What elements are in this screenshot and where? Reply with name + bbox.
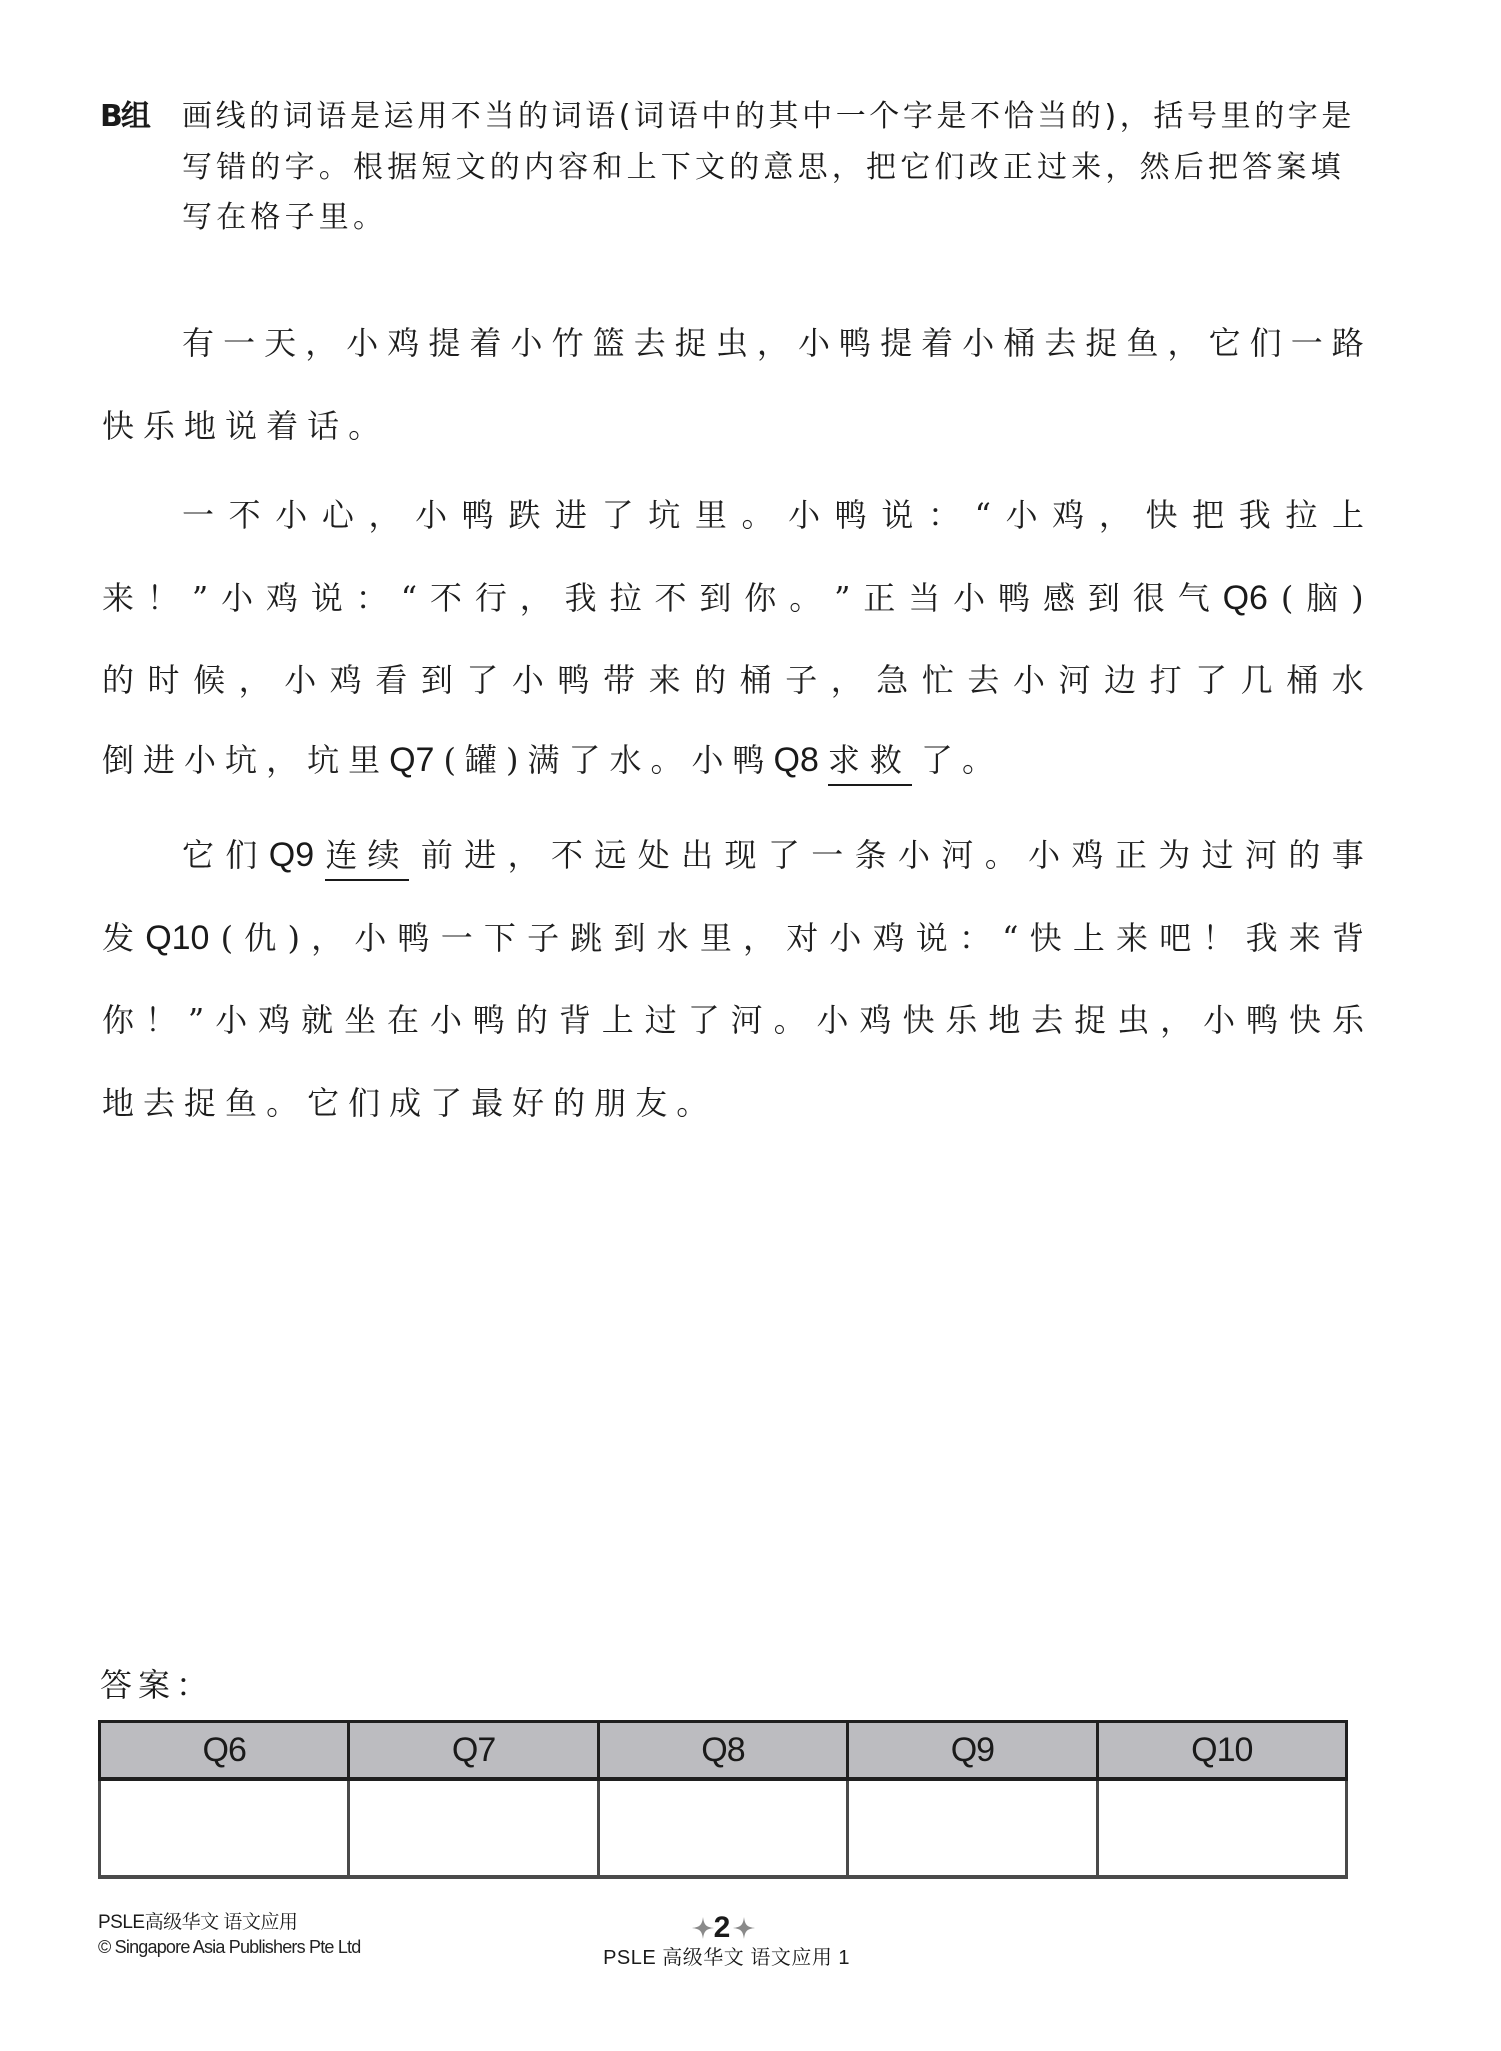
passage-line <box>182 833 1364 881</box>
passage-char: 我 <box>1238 496 1271 534</box>
passage-char: 的 <box>515 1001 548 1039</box>
passage-char: 候 <box>193 661 226 699</box>
passage-char: 进 <box>464 836 497 874</box>
star-icon <box>733 1917 755 1939</box>
passage-char: 边 <box>1104 661 1137 699</box>
passage-char: 河 <box>1058 661 1091 699</box>
passage-char: 拉 <box>1285 496 1318 534</box>
passage-char: 篮 <box>592 324 625 362</box>
passage-char: 发 <box>102 919 135 957</box>
answer-header-q6: Q6 <box>100 1722 349 1780</box>
passage-char: 。 <box>984 836 1017 874</box>
passage-line <box>102 658 1364 702</box>
passage-char: 时 <box>147 661 180 699</box>
passage-char: 进 <box>143 741 176 779</box>
question-label: Q6 <box>1222 579 1268 617</box>
passage-char: 吧 <box>1159 919 1192 957</box>
underlined-word: 求救 <box>828 738 912 786</box>
passage-char: 里 <box>699 919 732 957</box>
passage-char: 鸡 <box>859 1001 892 1039</box>
passage-char: 上 <box>1072 919 1105 957</box>
answer-cell-q8[interactable] <box>598 1779 847 1877</box>
passage-line <box>102 1081 717 1125</box>
passage-char: 捉 <box>1085 324 1118 362</box>
passage-char: 了 <box>601 496 634 534</box>
passage-char: 成 <box>389 1084 422 1122</box>
passage-line <box>102 916 1364 960</box>
passage-char: 友 <box>635 1084 668 1122</box>
passage-char: 小 <box>429 1001 462 1039</box>
passage-char: 罐 <box>464 741 497 779</box>
passage-char: 当 <box>908 579 941 617</box>
footer-copyright: © Singapore Asia Publishers Pte Ltd <box>98 1937 361 1957</box>
passage-char: 桶 <box>1003 324 1036 362</box>
passage-char: 桶 <box>739 661 772 699</box>
passage-char: 了 <box>430 1084 463 1122</box>
answer-header-q10: Q10 <box>1097 1722 1346 1780</box>
passage-char: 朋 <box>594 1084 627 1122</box>
passage-char: 上 <box>1331 496 1364 534</box>
passage-char: 小 <box>829 919 862 957</box>
passage-char: 鸡 <box>258 1001 291 1039</box>
passage-char: 了 <box>568 741 601 779</box>
passage-char: 。 <box>650 741 683 779</box>
passage-char: 拉 <box>609 579 642 617</box>
passage-char: 水 <box>1331 661 1364 699</box>
passage-char: 。 <box>676 1084 709 1122</box>
passage-char: 有 <box>182 324 215 362</box>
passage-char: 到 <box>1087 579 1120 617</box>
passage-char: 来 <box>1116 919 1149 957</box>
passage-char: 着 <box>921 324 954 362</box>
passage-char: 来 <box>1288 919 1321 957</box>
passage-char: 乐 <box>1331 1001 1364 1039</box>
section-label: B组 <box>100 99 149 134</box>
passage-char: 们 <box>225 836 258 874</box>
passage-char: 我 <box>564 579 597 617</box>
passage-char: ， <box>238 661 271 699</box>
passage-char: 。 <box>741 496 774 534</box>
passage-char: 子 <box>785 661 818 699</box>
passage-char: 河 <box>941 836 974 874</box>
passage-char: 地 <box>102 1084 135 1122</box>
passage-char: 它 <box>1208 324 1241 362</box>
passage-char: ” <box>191 579 209 617</box>
passage-char: 鸭 <box>1246 1001 1279 1039</box>
passage-char: 小 <box>275 496 308 534</box>
passage-char: ， <box>311 919 344 957</box>
passage-char: 不 <box>228 496 261 534</box>
passage-char: 就 <box>301 1001 334 1039</box>
passage-char: ， <box>830 661 863 699</box>
passage-char: 气 <box>1177 579 1210 617</box>
passage-char: 小 <box>1203 1001 1236 1039</box>
passage-char: 前 <box>420 836 453 874</box>
passage-char: 小 <box>962 324 995 362</box>
passage-char: 去 <box>1031 1001 1064 1039</box>
passage-char: 地 <box>184 407 217 445</box>
passage-char: 的 <box>694 661 727 699</box>
passage-char: 虫 <box>1117 1001 1150 1039</box>
passage-char: 。 <box>773 1001 806 1039</box>
passage-char: 提 <box>880 324 913 362</box>
passage-char: 在 <box>387 1001 420 1039</box>
passage-line <box>102 998 1364 1042</box>
passage-line <box>182 321 1364 365</box>
passage-char: 它 <box>307 1084 340 1122</box>
answer-cell-q7[interactable] <box>349 1779 598 1877</box>
passage-char: 虫 <box>715 324 748 362</box>
page-number: 2 <box>713 1911 731 1944</box>
passage-char: 它 <box>182 836 215 874</box>
passage-char: 了 <box>1195 661 1228 699</box>
passage-char: 我 <box>1245 919 1278 957</box>
answer-cell-q10[interactable] <box>1097 1779 1346 1877</box>
passage-char: 不 <box>654 579 687 617</box>
passage-char: 小 <box>184 741 217 779</box>
instruction-line-1: 画线的词语是运用不当的词语(词语中的其中一个字是不恰当的)，括号里的字是 <box>182 99 1356 134</box>
passage-char: 。 <box>961 741 994 779</box>
passage-char: 背 <box>1331 919 1364 957</box>
passage-char: 到 <box>420 661 453 699</box>
passage-char: 河 <box>730 1001 763 1039</box>
passage-char: 。 <box>266 1084 299 1122</box>
passage-char: 打 <box>1149 661 1182 699</box>
passage-char: 河 <box>1244 836 1277 874</box>
passage-char: 子 <box>527 919 560 957</box>
passage-char: “ <box>1002 919 1019 957</box>
passage-char: 感 <box>1042 579 1075 617</box>
passage-char: 很 <box>1132 579 1165 617</box>
passage-char: “ <box>400 579 418 617</box>
passage-char: 捉 <box>674 324 707 362</box>
passage-char: 说 <box>225 407 258 445</box>
answer-header-q8: Q8 <box>598 1722 847 1780</box>
passage-char: 脑 <box>1306 579 1339 617</box>
passage-char: 说 <box>915 919 948 957</box>
passage-char: 一 <box>440 919 473 957</box>
passage-char: 小 <box>691 741 724 779</box>
passage-char: 鱼 <box>225 1084 258 1122</box>
passage-char: ， <box>1167 324 1200 362</box>
passage-char: 进 <box>555 496 588 534</box>
passage-char: 的 <box>1288 836 1321 874</box>
passage-char: 小 <box>510 324 543 362</box>
passage-char: ！ <box>144 1001 177 1039</box>
passage-char: 坑 <box>648 496 681 534</box>
passage-char: 鸭 <box>472 1001 505 1039</box>
passage-char: ) <box>1351 579 1364 617</box>
passage-char: ” <box>187 1001 205 1039</box>
footer-series-title: PSLE 高级华文 语文应用 1 <box>603 1947 850 1969</box>
passage-char: ： <box>355 579 388 617</box>
passage-char: ， <box>743 919 776 957</box>
passage-char: 最 <box>471 1084 504 1122</box>
passage-char: 倒 <box>102 741 135 779</box>
passage-char: 快 <box>102 407 135 445</box>
passage-char: 一 <box>223 324 256 362</box>
passage-char: 去 <box>1044 324 1077 362</box>
answer-cell-q6[interactable] <box>100 1779 349 1877</box>
passage-char: 好 <box>512 1084 545 1122</box>
passage-char: 小 <box>284 661 317 699</box>
instruction-line-2: 写错的字。根据短文的内容和上下文的意思，把它们改正过来，然后把答案填 <box>182 150 1345 185</box>
passage-char: 你 <box>102 1001 135 1039</box>
passage-char: 小 <box>215 1001 248 1039</box>
passage-char: 现 <box>724 836 757 874</box>
passage-char: 去 <box>143 1084 176 1122</box>
passage-char: 小 <box>816 1001 849 1039</box>
passage-char: 上 <box>601 1001 634 1039</box>
passage-char: 小 <box>346 324 379 362</box>
answer-input-row <box>100 1779 1347 1877</box>
passage-char: 小 <box>953 579 986 617</box>
passage-char: 。 <box>348 407 381 445</box>
passage-char: ， <box>507 836 540 874</box>
passage-char: 快 <box>902 1001 935 1039</box>
passage-char: 远 <box>594 836 627 874</box>
passage-char: 跳 <box>570 919 603 957</box>
passage-char: ， <box>756 324 789 362</box>
question-label: Q9 <box>268 836 315 874</box>
passage-char: 一 <box>1290 324 1323 362</box>
passage-char: 正 <box>1114 836 1147 874</box>
passage-char: 鸡 <box>1052 496 1085 534</box>
passage-char: 捉 <box>184 1084 217 1122</box>
passage-char: 看 <box>375 661 408 699</box>
passage-char: 鸡 <box>1071 836 1104 874</box>
passage-char: 过 <box>644 1001 677 1039</box>
passage-char: 快 <box>1145 496 1178 534</box>
passage-char: ， <box>1098 496 1131 534</box>
underlined-word: 连续 <box>325 833 409 881</box>
passage-char: ” <box>834 579 851 617</box>
passage-char: 几 <box>1240 661 1273 699</box>
passage-char: 们 <box>1249 324 1282 362</box>
passage-char: 小 <box>797 324 830 362</box>
footer-book-title: PSLE高级华文 语文应用 <box>98 1912 298 1933</box>
instruction-line-3: 写在格子里。 <box>182 200 388 235</box>
passage-char: 事 <box>1331 836 1364 874</box>
passage-char: ， <box>368 496 401 534</box>
passage-char: ( <box>1280 579 1294 617</box>
passage-char: 鸭 <box>557 661 590 699</box>
passage-char: 天 <box>264 324 297 362</box>
passage-char: 的 <box>102 661 135 699</box>
passage-char: 鸡 <box>387 324 420 362</box>
passage-char: 坑 <box>307 741 340 779</box>
passage-char: ！ <box>146 579 179 617</box>
passage-char: 鱼 <box>1126 324 1159 362</box>
passage-char: 出 <box>681 836 714 874</box>
passage-char: 来 <box>648 661 681 699</box>
passage-char: 路 <box>1331 324 1364 362</box>
passage-char: 到 <box>613 919 646 957</box>
passage-char: 鸡 <box>872 919 905 957</box>
passage-char: 乐 <box>945 1001 978 1039</box>
passage-char: 们 <box>348 1084 381 1122</box>
passage-char: 心 <box>321 496 354 534</box>
passage-line <box>102 576 1364 620</box>
passage-char: 里 <box>694 496 727 534</box>
passage-char: 忙 <box>921 661 954 699</box>
passage-char: 鸭 <box>998 579 1031 617</box>
passage-char: 为 <box>1158 836 1191 874</box>
passage-char: 竹 <box>551 324 584 362</box>
passage-char: 鸭 <box>834 496 867 534</box>
passage-char: ， <box>519 579 552 617</box>
passage-char: 小 <box>415 496 448 534</box>
passage-char: 来 <box>102 579 135 617</box>
passage-char: ， <box>266 741 299 779</box>
passage-char: 乐 <box>143 407 176 445</box>
passage-char: ： <box>958 919 991 957</box>
question-label: Q8 <box>773 741 819 779</box>
passage-char: 鸡 <box>265 579 298 617</box>
answers-label: 答案： <box>100 1666 215 1704</box>
passage-char: ) <box>287 919 300 957</box>
passage-char: 一 <box>182 496 215 534</box>
passage-char: 仇 <box>244 919 277 957</box>
passage-char: 小 <box>221 579 254 617</box>
question-label: Q10 <box>145 919 210 957</box>
passage-char: 把 <box>1192 496 1225 534</box>
passage-char: 小 <box>354 919 387 957</box>
answer-table <box>98 1720 1348 1879</box>
passage-char: 捉 <box>1074 1001 1107 1039</box>
passage-char: 水 <box>609 741 642 779</box>
passage-char: 条 <box>854 836 887 874</box>
passage-char: 跌 <box>508 496 541 534</box>
passage-char: 坐 <box>344 1001 377 1039</box>
passage-char: 坑 <box>225 741 258 779</box>
passage-char: 说 <box>881 496 914 534</box>
passage-char: 小 <box>897 836 930 874</box>
passage-char: 快 <box>1289 1001 1322 1039</box>
passage-char: 提 <box>428 324 461 362</box>
passage-char: ： <box>928 496 961 534</box>
passage-char: 小 <box>511 661 544 699</box>
passage-char: ) <box>505 741 519 779</box>
passage-char: 不 <box>429 579 462 617</box>
passage-char: 背 <box>558 1001 591 1039</box>
passage-char: 桶 <box>1286 661 1319 699</box>
passage-char: 去 <box>633 324 666 362</box>
passage-char: 了 <box>920 741 953 779</box>
passage-line <box>182 493 1364 537</box>
passage-char: 小 <box>788 496 821 534</box>
passage-char: 了 <box>466 661 499 699</box>
answer-header-q9: Q9 <box>848 1722 1097 1780</box>
passage-char: 了 <box>767 836 800 874</box>
passage-line <box>102 738 1003 786</box>
passage-char: 说 <box>310 579 343 617</box>
passage-char: 里 <box>348 741 381 779</box>
passage-char: 水 <box>656 919 689 957</box>
passage-char: 满 <box>527 741 560 779</box>
passage-char: 小 <box>1028 836 1061 874</box>
passage-char: 正 <box>863 579 896 617</box>
passage-char: ！ <box>1202 919 1235 957</box>
passage-char: 鸭 <box>732 741 765 779</box>
passage-char: 处 <box>637 836 670 874</box>
passage-char: 下 <box>483 919 516 957</box>
passage-char: ， <box>305 324 338 362</box>
passage-char: 到 <box>699 579 732 617</box>
passage-char: 对 <box>786 919 819 957</box>
passage-char: 一 <box>811 836 844 874</box>
passage-char: 不 <box>550 836 583 874</box>
passage-char: 小 <box>1012 661 1045 699</box>
answer-header-q7: Q7 <box>349 1722 598 1780</box>
passage-char: 鸡 <box>329 661 362 699</box>
passage-char: 去 <box>967 661 1000 699</box>
passage-char: 带 <box>603 661 636 699</box>
answer-table-header-row <box>100 1722 1347 1780</box>
passage-char: 小 <box>1005 496 1038 534</box>
passage-char: 过 <box>1201 836 1234 874</box>
passage-char: 的 <box>553 1084 586 1122</box>
passage-char: 着 <box>266 407 299 445</box>
passage-char: ， <box>1160 1001 1193 1039</box>
passage-char: ( <box>220 919 234 957</box>
passage-char: 你 <box>744 579 777 617</box>
passage-char: 快 <box>1029 919 1062 957</box>
passage-char: 急 <box>876 661 909 699</box>
passage-char: 地 <box>988 1001 1021 1039</box>
passage-char: 了 <box>687 1001 720 1039</box>
passage-line <box>102 404 389 448</box>
passage-char: 话 <box>307 407 340 445</box>
passage-char: 。 <box>789 579 822 617</box>
passage-char: 着 <box>469 324 502 362</box>
passage-char: 鸭 <box>839 324 872 362</box>
passage-char: 鸭 <box>397 919 430 957</box>
passage-char: 行 <box>474 579 507 617</box>
passage-char: “ <box>974 496 991 534</box>
answer-cell-q9[interactable] <box>848 1779 1097 1877</box>
passage-char: ( <box>443 741 456 779</box>
passage-char: 鸭 <box>461 496 494 534</box>
question-label: Q7 <box>389 741 435 779</box>
